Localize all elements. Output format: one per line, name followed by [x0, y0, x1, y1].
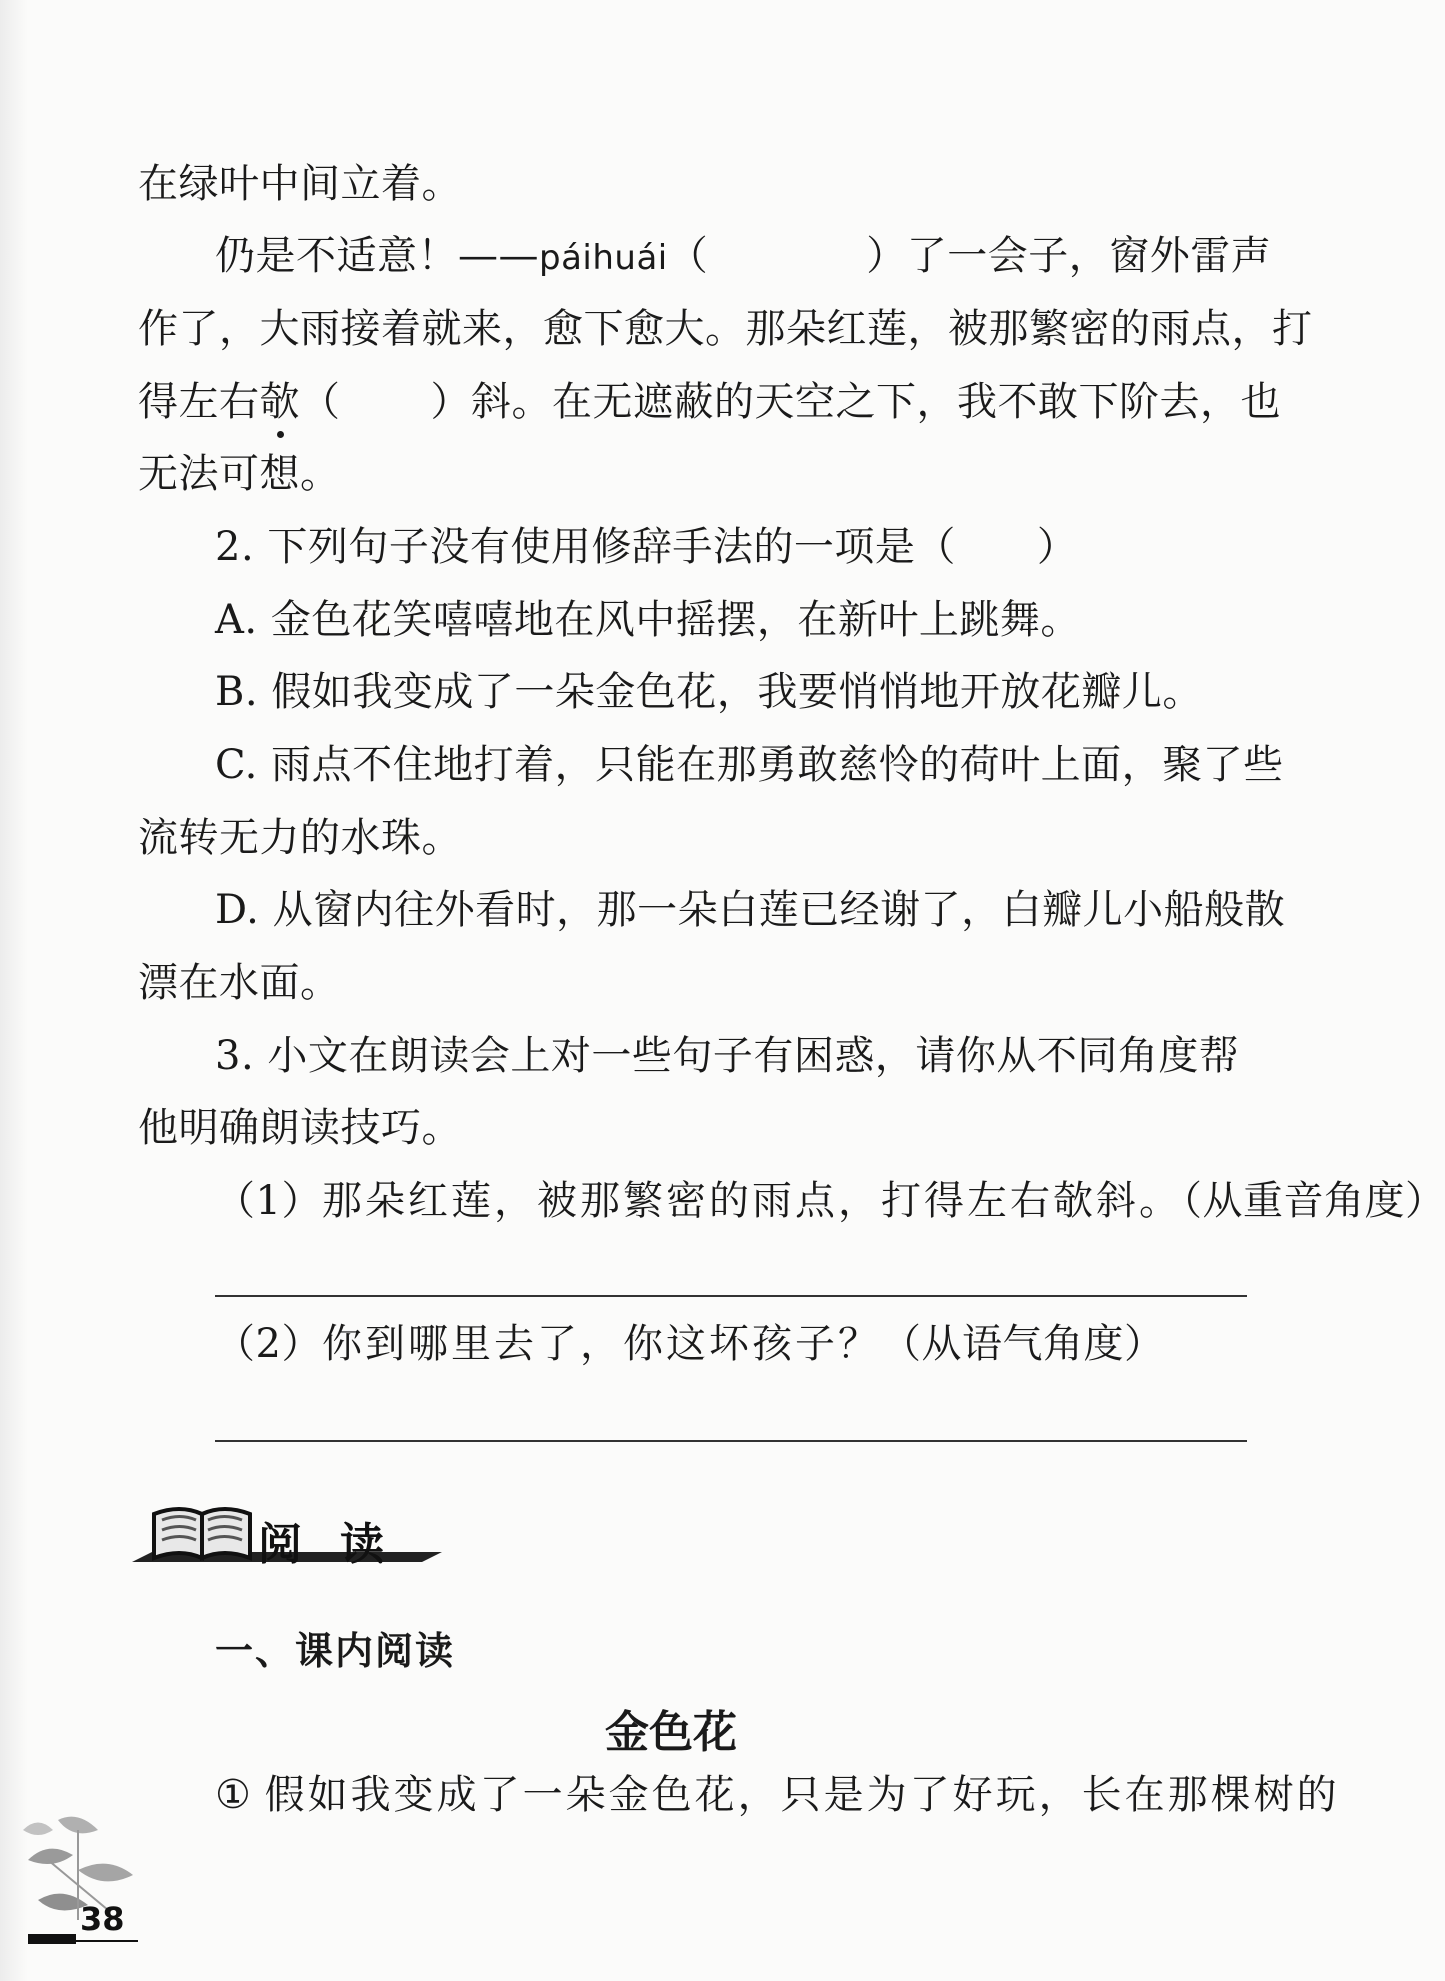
text: 在绿叶中间立着。 — [138, 161, 462, 207]
page-number-bar — [28, 1934, 76, 1944]
text: （ — [667, 233, 709, 279]
text-line-5 — [138, 450, 1248, 498]
text: 得左右 — [138, 379, 260, 425]
option-a: A. 金色花笑嘻嘻地在风中摇摆，在新叶上跳舞。 — [215, 597, 1081, 643]
paragraph-text: 假如我变成了一朵金色花，只是为了好玩，长在那棵树的 — [264, 1772, 1340, 1818]
text: （ — [300, 379, 341, 425]
book-icon — [154, 1509, 250, 1558]
question-3-stem-2: 他明确朗读技巧。 — [138, 1105, 462, 1151]
option-d-line-1: D. 从窗内往外看时，那一朵白莲已经谢了，白瓣儿小船般散 — [215, 887, 1286, 933]
section-title: 阅读 — [258, 1519, 422, 1570]
text: 无法可想。 — [138, 451, 341, 497]
answer-line-1[interactable] — [215, 1295, 1247, 1297]
sub-question-1 — [215, 1177, 1445, 1225]
hint: （从语气角度） — [880, 1321, 1165, 1367]
text: 仍是不适意！—— — [215, 233, 539, 279]
text-line-1 — [138, 160, 1248, 208]
question-3-stem-1: 3. 小文在朗读会上对一些句子有困惑，请你从不同角度帮 — [215, 1033, 1240, 1079]
paragraph-1 — [215, 1771, 1340, 1819]
page-edge-shadow — [0, 0, 28, 1981]
poem-title: 金色花 — [605, 1707, 737, 1758]
option-c-line-1: C. 雨点不住地打着，只能在那勇敢慈怜的荷叶上面，聚了些 — [215, 742, 1284, 788]
option-c-line-2: 流转无力的水珠。 — [138, 815, 462, 861]
quoted-sentence: 你到哪里去了，你这坏孩子？ — [321, 1321, 881, 1367]
option-b: B. 假如我变成了一朵金色花，我要悄悄地开放花瓣儿。 — [215, 669, 1203, 715]
text: ）斜。在无遮蔽的天空之下，我不敢下阶去，也 — [430, 379, 1281, 425]
pinyin-prompt: páihuái — [539, 238, 668, 278]
text-line-4 — [138, 378, 1281, 426]
text: 作了，大雨接着就来，愈下愈大。那朵红莲，被那繁密的雨点，打 — [138, 306, 1313, 352]
hint: （从重音角度） — [1181, 1178, 1445, 1224]
quoted-sentence: 那朵红莲，被那繁密的雨点，打得左右欹斜。 — [321, 1178, 1182, 1224]
sub-question-number: （2） — [215, 1321, 322, 1367]
sub-heading: 一、课内阅读 — [215, 1629, 456, 1673]
sub-question-number: （1） — [215, 1178, 322, 1224]
dotted-character: 欹 — [259, 379, 300, 425]
text-line-3 — [138, 305, 1313, 353]
paragraph-number: ① — [215, 1772, 252, 1818]
question-2-stem: 2. 下列句子没有使用修辞手法的一项是（ ） — [215, 524, 1078, 570]
sub-question-2 — [215, 1320, 1250, 1368]
option-d-line-2: 漂在水面。 — [138, 960, 341, 1006]
text-line-2 — [215, 232, 1272, 282]
answer-line-2[interactable] — [215, 1440, 1247, 1442]
text: ）了一会子，窗外雷声 — [866, 233, 1272, 279]
page-number: 38 — [80, 1900, 125, 1938]
page-number-rule — [76, 1940, 138, 1942]
